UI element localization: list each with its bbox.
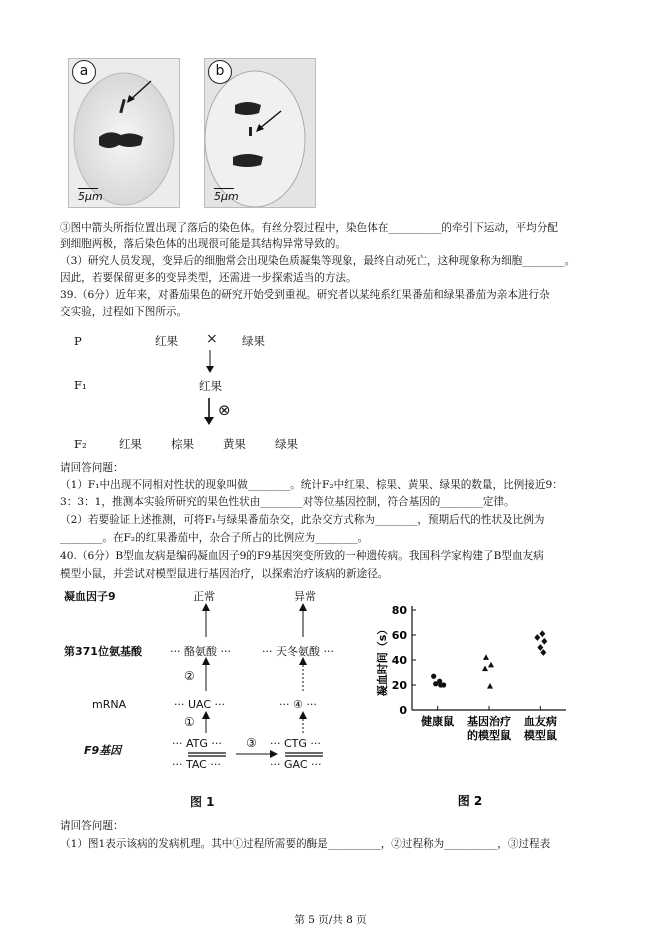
- mrna-unknown: ··· ④ ···: [279, 698, 317, 711]
- text-line-3: （3）研究人员发现，变异后的细胞常会出现染色质凝集等现象，最终自动死亡，这种现象称为细胞________。: [60, 255, 576, 267]
- question-39-part-1b: 3：3：1，推测本实验所研究的果色性状由________对等位基因控制，符合基因的________定律。: [60, 496, 515, 508]
- figure-1-caption: 图 1: [190, 795, 215, 809]
- step-3-label: ③: [246, 736, 257, 750]
- y-tick-label: 60: [391, 629, 407, 642]
- y-axis-label: 凝血时间（s）: [376, 623, 389, 697]
- cross-parent-red: 红果: [155, 334, 178, 348]
- figure-1: [60, 585, 360, 815]
- data-point: [482, 666, 488, 672]
- data-point: [539, 630, 545, 637]
- cross-f1-phenotype: 红果: [199, 379, 222, 393]
- data-point: [433, 681, 438, 686]
- dna-gac: ··· GAC ···: [270, 758, 322, 771]
- x-tick-label: 血友病: [523, 715, 557, 728]
- cross-f1: F₁: [74, 378, 87, 392]
- aa-tyrosine: ··· 酪氨酸 ···: [170, 645, 231, 658]
- dna-tac: ··· TAC ···: [172, 758, 221, 771]
- scale-bar-a: [78, 188, 103, 203]
- row-label-gene: F9基因: [84, 744, 122, 757]
- question-40-part-1: （1）图1表示该病的发病机理。其中①过程所需要的酶是__________，②过程称为__________，③过程表: [60, 838, 551, 850]
- data-point: [540, 649, 546, 656]
- data-point: [488, 662, 494, 668]
- y-tick-label: 0: [399, 704, 407, 717]
- dna-ctg: ··· CTG ···: [270, 737, 321, 750]
- question-40-line-2: 模型小鼠，并尝试对模型鼠进行基因治疗，以探索治疗该病的新途径。: [60, 568, 389, 580]
- x-tick-label: 健康鼠: [421, 715, 455, 728]
- ask-label-1: 请回答问题：: [60, 462, 124, 474]
- text-line-1: ③图中箭头所指位置出现了落后的染色体。有丝分裂过程中，染色体在__________的牵引下运动，平均分配: [60, 222, 558, 234]
- cross-f2: F₂: [74, 437, 87, 451]
- y-tick-label: 20: [391, 679, 407, 692]
- f2-brown: 棕果: [171, 437, 194, 451]
- label-normal: 正常: [193, 590, 215, 603]
- x-tick-label: 的模型鼠: [467, 729, 511, 742]
- arrow-f1-to-f2: [204, 398, 214, 426]
- question-39-part-1a: （1）F₁中出现不同相对性状的现象叫做________。统计F₂中红果、棕果、黄果、绿果的数量，比例接近9：: [60, 479, 563, 491]
- cross-parent-green: 绿果: [242, 334, 265, 348]
- data-point: [534, 634, 540, 641]
- f2-red: 红果: [119, 437, 142, 451]
- dna-atg: ··· ATG ···: [172, 737, 222, 750]
- label-b: b: [208, 60, 232, 84]
- scale-label-b: 5μm: [214, 190, 239, 203]
- f2-yellow: 黄果: [223, 437, 246, 451]
- label-a: a: [72, 60, 96, 84]
- text-line-2: 到细胞两极，落后染色体的出现很可能是其结构异常导致的。: [60, 238, 347, 250]
- row-label-factor: 凝血因子9: [64, 590, 116, 603]
- question-39-part-2b: ________。在F₂的红果番茄中，杂合子所占的比例应为________。: [60, 532, 369, 544]
- f2-green: 绿果: [275, 437, 298, 451]
- figure-2-chart: [370, 598, 570, 818]
- aa-aspartate: ··· 天冬氨酸 ···: [262, 645, 334, 658]
- question-39-part-2a: （2）若要验证上述推测，可将F₁与绿果番茄杂交，此杂交方式称为________，预期后代的性状及比例为: [60, 514, 545, 526]
- x-tick-label: 基因治疗: [467, 715, 511, 728]
- row-label-mrna: mRNA: [92, 698, 127, 711]
- question-39-line-1: 39.（6分）近年来，对番茄果色的研究开始受到重视。研究者以某纯系红果番茄和绿果番茄为亲本进行杂: [60, 289, 550, 301]
- data-point: [487, 683, 493, 689]
- question-40-line-1: 40.（6分）B型血友病是编码凝血因子9的F9基因突变所致的一种遗传病。我国科学家构建了B型血友病: [60, 550, 544, 562]
- cross-sign: ×: [206, 331, 218, 347]
- step-2-label: ②: [184, 669, 195, 683]
- selfing-icon: ⊗: [218, 401, 231, 419]
- figure-2-caption: 图 2: [457, 794, 483, 808]
- mrna-uac: ··· UAC ···: [174, 698, 226, 711]
- data-point: [431, 674, 436, 679]
- data-point: [441, 682, 446, 687]
- label-abnormal: 异常: [294, 590, 316, 603]
- y-tick-label: 40: [391, 654, 407, 667]
- x-tick-label: 模型鼠: [523, 729, 557, 742]
- data-point: [537, 644, 543, 651]
- cross-p: P: [74, 334, 82, 348]
- data-point: [541, 638, 547, 645]
- question-39-line-2: 交实验，过程如下图所示。: [60, 306, 188, 318]
- data-point: [483, 654, 489, 660]
- scale-bar-b: [214, 188, 239, 203]
- scale-label-a: 5μm: [78, 190, 103, 203]
- step-1-label: ①: [184, 715, 195, 729]
- ask-label-2: 请回答问题：: [60, 820, 124, 832]
- arrow-p-to-f1: [205, 350, 215, 374]
- row-label-amino-acid: 第371位氨基酸: [64, 645, 142, 658]
- y-tick-label: 80: [391, 604, 407, 617]
- text-line-4: 因此，若要保留更多的变异类型，还需进一步探索适当的方法。: [60, 272, 357, 284]
- page-footer: 第 5 页/共 8 页: [294, 914, 367, 926]
